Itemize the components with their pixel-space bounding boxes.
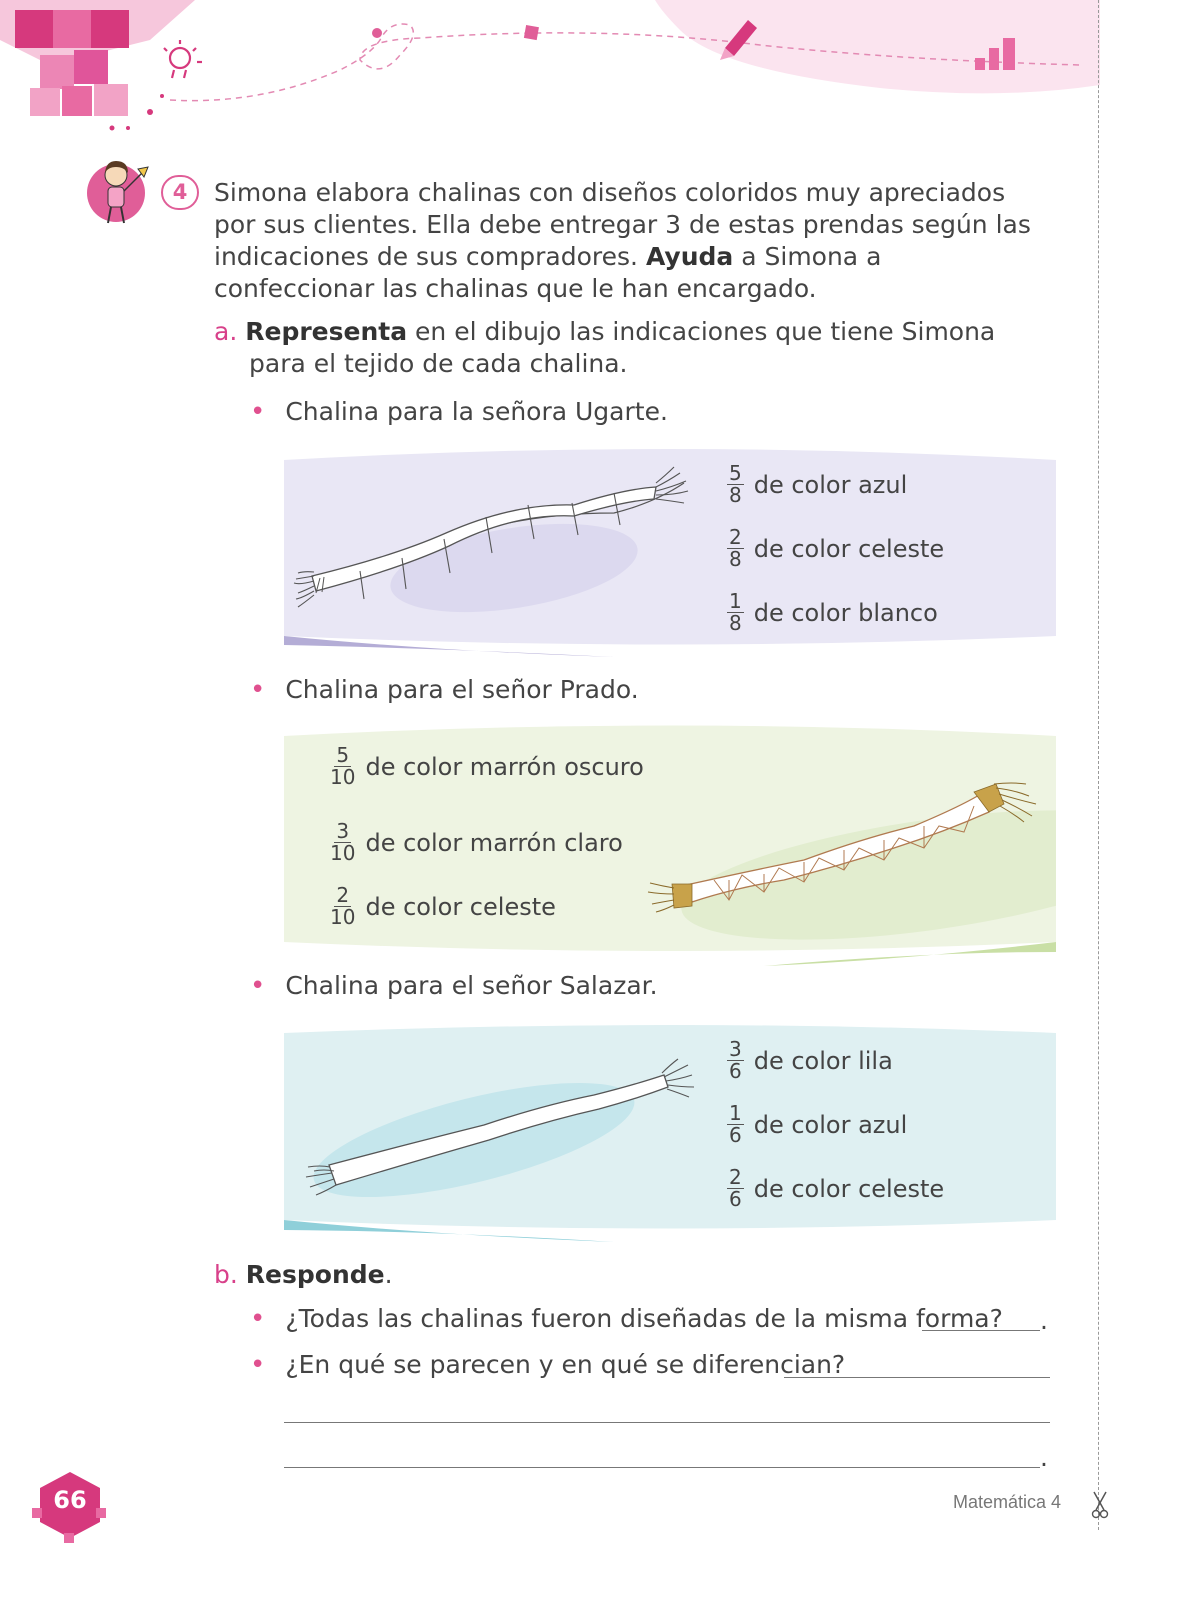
scarf-2-item-1 (330, 745, 644, 788)
numerator: 5 (336, 743, 350, 767)
scarf-3-item-3 (727, 1167, 944, 1210)
numerator: 2 (336, 883, 350, 907)
denominator: 10 (330, 905, 356, 929)
question-1: • ¿Todas las chalinas fueron diseñadas de la misma forma? (250, 1304, 1003, 1334)
color-label: de color lila (753, 1046, 893, 1075)
denominator: 6 (729, 1187, 742, 1211)
answer-1-line[interactable] (922, 1330, 1040, 1331)
exercise-number-badge (161, 175, 199, 210)
scarf-3-label-text: Chalina para el señor Salazar. (285, 971, 658, 1000)
answer-1-period: . (1040, 1306, 1048, 1335)
intro-text-1: Simona elabora chalinas con diseños coloridos muy apreciados por sus clientes. Ella debe entregar 3 de estas prendas según las indicaciones de sus compradores. (214, 178, 1031, 271)
numerator: 2 (729, 525, 742, 549)
exercise-number: 4 (172, 180, 188, 204)
numerator: 5 (729, 461, 742, 485)
color-label: de color blanco (753, 598, 938, 627)
lightbulb-icon (164, 40, 202, 78)
part-a-letter: a. (214, 317, 238, 346)
answer-2-line-a[interactable] (784, 1377, 1050, 1378)
denominator: 6 (729, 1059, 742, 1083)
scarf-2-item-3 (330, 885, 556, 928)
scarf-2-item-2 (330, 821, 623, 864)
numerator: 1 (729, 589, 742, 613)
scarf-1-label-text: Chalina para la señora Ugarte. (285, 397, 668, 426)
scarf-2-label-text: Chalina para el señor Prado. (285, 675, 639, 704)
denominator: 10 (330, 841, 356, 865)
part-b-instruction (214, 1259, 393, 1291)
denominator: 8 (729, 483, 742, 507)
scarf-3-panel (284, 1025, 1056, 1245)
part-b-letter: b. (214, 1260, 238, 1289)
scissors-icon (1090, 1490, 1110, 1520)
intro-text-2: a Simona a confeccionar las chalinas que le han encargado. (214, 242, 882, 303)
numerator: 2 (729, 1165, 742, 1189)
question-2-text: ¿En qué se parecen y en qué se diferencian? (285, 1350, 846, 1379)
intro-bold: Ayuda (645, 242, 734, 271)
scarf-1-item-1 (727, 463, 907, 506)
color-label: de color marrón oscuro (365, 752, 644, 781)
color-label: de color celeste (753, 534, 945, 563)
girl-avatar-icon (86, 153, 152, 227)
scarf-1-item-3 (727, 591, 938, 634)
scarf-2-label: • Chalina para el señor Prado. (250, 675, 639, 705)
numerator: 3 (336, 819, 350, 843)
part-a-bold: Representa (245, 317, 408, 346)
color-label: de color celeste (365, 892, 556, 921)
scarf-1-item-2 (727, 527, 944, 570)
exercise-intro (214, 177, 1044, 305)
part-a-instruction (214, 316, 1049, 380)
color-label: de color azul (753, 1110, 908, 1139)
answer-2-line-c[interactable] (284, 1467, 1040, 1468)
part-b-suffix: . (384, 1260, 393, 1289)
cubes-decoration (0, 0, 195, 131)
numerator: 3 (729, 1037, 742, 1061)
denominator: 8 (729, 611, 742, 635)
denominator: 10 (330, 765, 356, 789)
scarf-1-label: • Chalina para la señora Ugarte. (250, 397, 668, 427)
scarf-3-label: • Chalina para el señor Salazar. (250, 971, 658, 1001)
answer-2-line-b[interactable] (284, 1422, 1050, 1423)
page-number: 66 (53, 1486, 87, 1514)
scarf-3-item-2 (727, 1103, 907, 1146)
book-title: Matemática 4 (953, 1492, 1062, 1512)
part-b-bold: Responde (245, 1260, 385, 1289)
question-2: • ¿En qué se parecen y en qué se diferencian? (250, 1350, 846, 1380)
denominator: 6 (729, 1123, 742, 1147)
part-a-text: en el dibujo las indicaciones que tiene Simona para el tejido de cada chalina. (249, 317, 996, 378)
scarf-3-item-1 (727, 1039, 893, 1082)
header-decoration (0, 0, 1193, 150)
numerator: 1 (729, 1101, 742, 1125)
answer-2-period: . (1040, 1443, 1048, 1472)
denominator: 8 (729, 547, 742, 571)
color-label: de color celeste (753, 1174, 945, 1203)
question-1-text: ¿Todas las chalinas fueron diseñadas de la misma forma? (285, 1304, 1003, 1333)
color-label: de color marrón claro (365, 828, 623, 857)
cut-line (1098, 0, 1099, 1530)
color-label: de color azul (753, 470, 908, 499)
